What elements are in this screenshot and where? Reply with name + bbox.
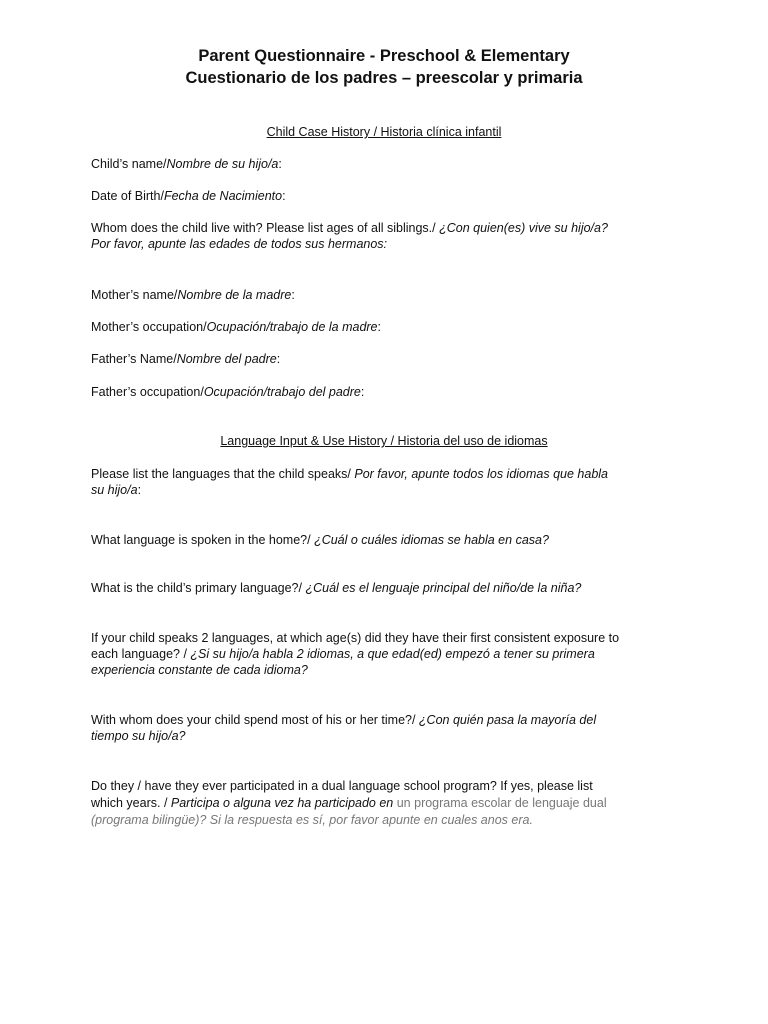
- label-en: Mother’s occupation/: [91, 320, 207, 334]
- question-home-language: [91, 532, 691, 548]
- question-mother-name: [91, 287, 691, 303]
- label-en-line2: which years. /: [91, 796, 171, 810]
- label-es-line2: Por favor, apunte las edades de todos sus hermanos:: [91, 237, 388, 251]
- section-heading-language-history: [0, 433, 768, 449]
- label-es: ¿Cuál es el lenguaje principal del niño/de la niña?: [305, 581, 582, 595]
- question-time-with: [91, 712, 691, 744]
- label-es-line2-a: Participa o alguna vez ha participado en: [170, 796, 397, 810]
- label-es-line2-b: un programa escolar de lenguaje dual: [396, 796, 607, 810]
- label-es-line2: su hijo/a: [91, 483, 138, 497]
- label-end: :: [282, 189, 286, 203]
- label-end: :: [377, 320, 381, 334]
- label-end: :: [137, 483, 142, 497]
- label-es-line3: (programa bilingüe)? Si la respuesta es sí, por favor apunte en cuales anos era.: [91, 813, 533, 827]
- label-en: What language is spoken in the home?/: [91, 533, 315, 547]
- label-es: ¿Cuál o cuáles idiomas se habla en casa?: [314, 533, 549, 547]
- question-father-name: [91, 351, 691, 367]
- label-en-line1: Do they / have they ever participated in a dual language school program? If yes, please list: [91, 779, 593, 793]
- label-end: :: [291, 288, 295, 302]
- label-en: With whom does your child spend most of his or her time?/: [91, 713, 419, 727]
- label-en: What is the child’s primary language?/: [91, 581, 306, 595]
- question-mother-occupation: [91, 319, 691, 335]
- label-end: :: [360, 385, 365, 399]
- label-en: Father’s Name/: [91, 352, 177, 366]
- label-en-line2: each language? /: [91, 647, 191, 661]
- question-father-occupation: [91, 384, 691, 400]
- label-end: :: [278, 157, 282, 171]
- label-en: Father’s occupation/: [91, 385, 204, 399]
- label-es-line2: tiempo su hijo/a?: [91, 729, 186, 743]
- label-es: Nombre del padre: [176, 352, 277, 366]
- title-english: Parent Questionnaire - Preschool & Elementary: [198, 47, 570, 65]
- question-primary-language: [91, 580, 691, 596]
- label-en-line1: If your child speaks 2 languages, at which age(s) did they have their first consistent exposure to: [91, 631, 620, 645]
- question-child-name: [91, 156, 691, 172]
- label-en: Mother’s name/: [91, 288, 178, 302]
- label-es: Nombre de la madre: [177, 288, 292, 302]
- label-end: :: [276, 352, 281, 366]
- question-languages-spoken: [91, 466, 691, 498]
- section-heading-language-history-text: Language Input & Use History / Historia del uso de idiomas: [220, 434, 548, 448]
- label-es: Ocupación/trabajo del padre: [203, 385, 361, 399]
- question-lives-with: [91, 220, 691, 252]
- title-spanish: Cuestionario de los padres – preescolar y primaria: [185, 69, 583, 87]
- label-en: Child’s name/: [91, 157, 167, 171]
- label-es-line1: Por favor, apunte todos los idiomas que habla: [354, 467, 609, 481]
- label-es: Nombre de su hijo/a: [166, 157, 279, 171]
- question-date-of-birth: [91, 188, 691, 204]
- question-exposure-age: [91, 630, 691, 678]
- label-en: Date of Birth/: [91, 189, 164, 203]
- question-dual-program: [91, 778, 691, 829]
- label-es-line1: ¿Con quién pasa la mayoría del: [418, 713, 597, 727]
- label-en: Please list the languages that the child speaks/: [91, 467, 355, 481]
- label-en: Whom does the child live with? Please list ages of all siblings./: [91, 221, 440, 235]
- section-heading-case-history: [0, 124, 768, 140]
- label-es-line2: ¿Si su hijo/a habla 2 idiomas, a que edad(ed) empezó a tener su primera: [190, 647, 595, 661]
- label-es: Ocupación/trabajo de la madre: [206, 320, 378, 334]
- label-es-line1: ¿Con quien(es) vive su hijo/a?: [439, 221, 608, 235]
- label-es: Fecha de Nacimiento: [163, 189, 283, 203]
- label-es-line3: experiencia constante de cada idioma?: [91, 663, 308, 677]
- section-heading-case-history-text: Child Case History / Historia clínica infantil: [266, 125, 502, 139]
